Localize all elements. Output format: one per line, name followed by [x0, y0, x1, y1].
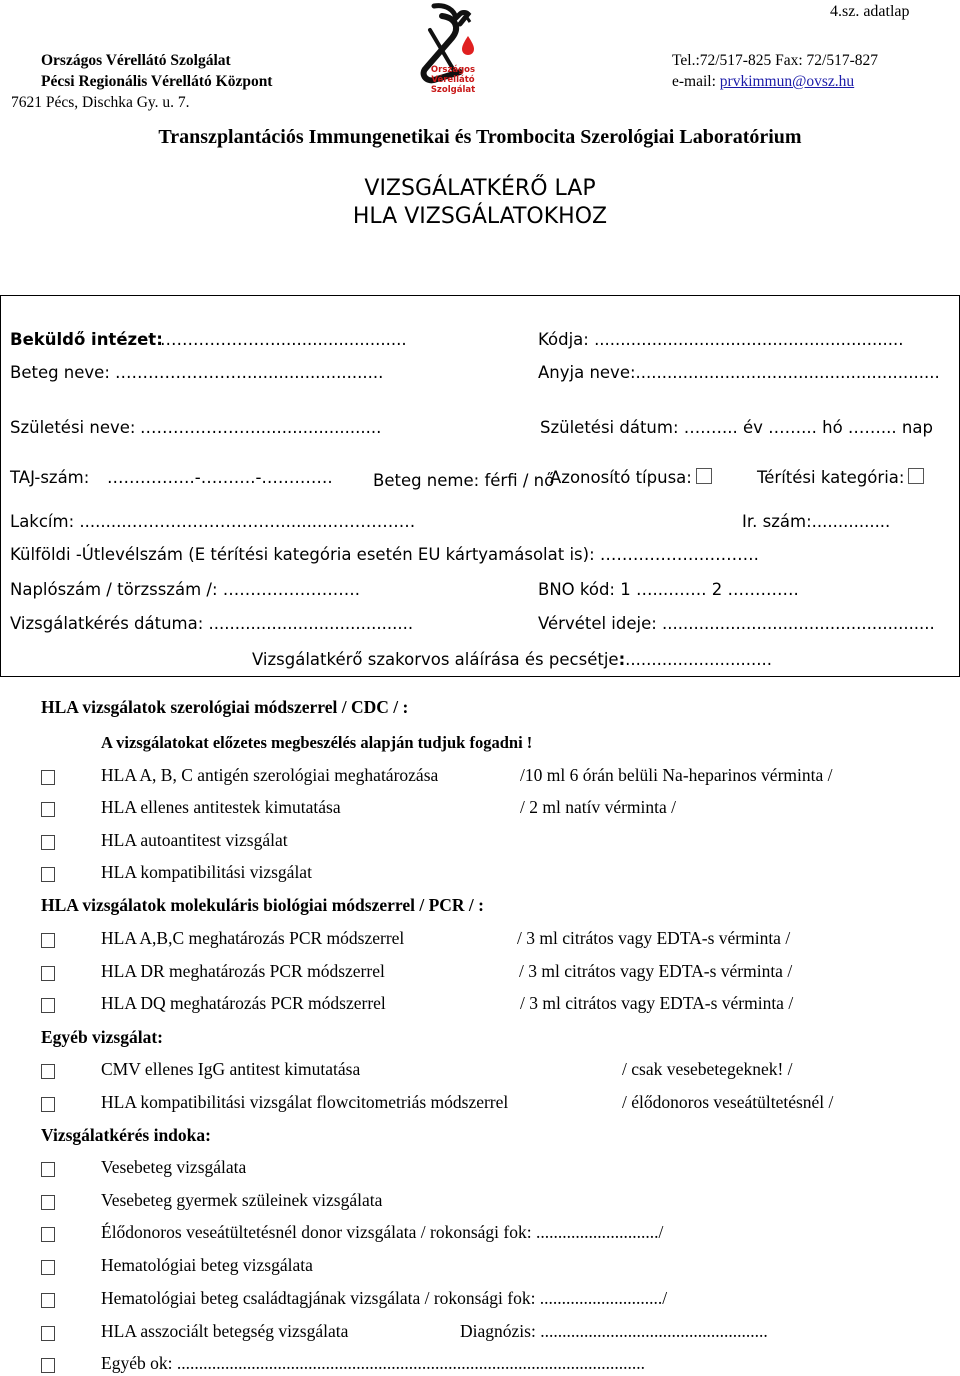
lab-title: Transzplantációs Immungenetikai és Trombocita Szerológiai Laboratórium — [158, 126, 802, 148]
org-name: Országos Vérellátó Szolgálat — [41, 52, 231, 69]
checkbox-cmv[interactable] — [41, 1064, 55, 1079]
checkbox-hla-abc-pcr[interactable] — [41, 933, 55, 948]
org-address: 7621 Pécs, Dischka Gy. u. 7. — [11, 94, 190, 111]
item-flowcytometry: HLA kompatibilitási vizsgálat flowcitometriás módszerrel — [101, 1092, 509, 1112]
request-date-field[interactable]: Vizsgálatkérés dátuma: ....................................... — [10, 614, 414, 633]
patient-name-label: Beteg neve: — [10, 363, 110, 382]
item-hla-abc-sero: HLA A, B, C antigén szerológiai meghatározása — [101, 765, 439, 785]
organization-address — [11, 50, 273, 113]
sender-label: Beküldő intézet: — [10, 330, 163, 349]
form-title-line2: HLA VIZSGÁLATOKHOZ — [352, 204, 608, 229]
reason-item: HLA asszociált betegség vizsgálata — [101, 1321, 349, 1341]
payment-category-label: Térítési kategória: — [757, 468, 924, 487]
item-hla-antibody: HLA ellenes antitestek kimutatása — [101, 797, 341, 817]
contact-info — [672, 50, 878, 92]
checkbox-hla-abc-sero[interactable] — [41, 770, 55, 785]
ovsz-logo — [412, 2, 494, 98]
reason-item[interactable]: Egyéb ok: ........................................................................................................... — [101, 1353, 645, 1373]
reason-item: Vesebeteg gyermek szüleinek vizsgálata — [101, 1190, 383, 1210]
item-hla-abc-sero-note: /10 ml 6 órán belüli Na-heparinos vérminta / — [520, 765, 833, 785]
signature-line[interactable]: Vizsgálatkérő szakorvos aláírása és pecsétje:............................ — [252, 650, 773, 669]
form-title — [0, 175, 960, 231]
reason-item[interactable]: Hematológiai beteg családtagjának vizsgálata / rokonsági fok: ............................/ — [101, 1288, 668, 1308]
item-hla-dq-pcr: HLA DQ meghatározás PCR módszerrel — [101, 993, 386, 1013]
taj-field[interactable]: …………….-……….-…………. — [107, 468, 333, 487]
id-type-label: Azonosító típusa: — [550, 468, 712, 487]
checkbox-reason-2[interactable] — [41, 1195, 55, 1210]
item-hla-dr-pcr-note: / 3 ml citrátos vagy EDTA-s vérminta / — [519, 961, 793, 981]
logo-text-3: Szolgálat — [430, 85, 476, 95]
item-cmv-note: / csak vesebetegeknek! / — [622, 1059, 793, 1079]
checkbox-reason-7[interactable] — [41, 1358, 55, 1373]
log-number-field[interactable]: Naplószám / törzsszám /: ……………………. — [10, 580, 360, 599]
item-hla-abc-pcr: HLA A,B,C meghatározás PCR módszerrel — [101, 928, 405, 948]
birth-name-label: Születési neve: — [10, 418, 136, 437]
pcr-section-title: HLA vizsgálatok molekuláris biológiai módszerrel / PCR / : — [41, 895, 484, 915]
id-type-checkbox[interactable] — [696, 468, 712, 484]
checkbox-reason-5[interactable] — [41, 1293, 55, 1308]
checkbox-reason-6[interactable] — [41, 1326, 55, 1341]
diagnosis-field[interactable]: Diagnózis: .................................................... — [460, 1321, 768, 1341]
form-title-line1: VIZSGÁLATKÉRŐ LAP — [364, 176, 596, 201]
reason-item: Vesebeteg vizsgálata — [101, 1157, 247, 1177]
other-section-title: Egyéb vizsgálat: — [41, 1027, 164, 1047]
sender-field[interactable]: …………………......................... — [160, 330, 407, 349]
bno-code-field[interactable]: BNO kód: 1 …...……. 2 …………. — [538, 580, 799, 599]
taj-label: TAJ-szám: — [10, 468, 90, 487]
address-field[interactable]: Lakcím: ..........………………………..........…………… — [10, 512, 416, 531]
reason-item[interactable]: Élődonoros veseátültetésnél donor vizsgálata / rokonsági fok: ............................/ — [101, 1222, 664, 1242]
logo-text-2: Vérellátó — [431, 75, 475, 85]
checkbox-flowcytometry[interactable] — [41, 1097, 55, 1112]
checkbox-reason-3[interactable] — [41, 1227, 55, 1242]
org-center: Pécsi Regionális Vérellátó Központ — [41, 73, 273, 90]
item-hla-antibody-note: / 2 ml natív vérminta / — [520, 797, 677, 817]
gender-field[interactable]: Beteg neme: férfi / nő — [373, 471, 555, 490]
patient-name-field[interactable]: …………………….......................... — [115, 363, 384, 382]
checkbox-reason-4[interactable] — [41, 1260, 55, 1275]
item-hla-abc-pcr-note: / 3 ml citrátos vagy EDTA-s vérminta / — [517, 928, 791, 948]
phone-fax: Tel.:72/517-825 Fax: 72/517-827 — [672, 52, 878, 69]
signature-label: Vizsgálatkérő szakorvos aláírása és pecsétje — [252, 650, 619, 669]
item-hla-dr-pcr: HLA DR meghatározás PCR módszerrel — [101, 961, 385, 981]
blood-draw-time-field[interactable]: Vérvétel ideje: .................................................... — [538, 614, 935, 633]
page-info: 4.sz. adatlap — [830, 3, 910, 20]
birth-date-field[interactable]: Születési dátum: ….…... év ……... hó ……... nap — [540, 418, 933, 437]
checkbox-reason-1[interactable] — [41, 1162, 55, 1177]
mother-name-field[interactable]: Anyja neve:.......................................................... — [538, 363, 940, 382]
email-line — [672, 71, 878, 92]
checkbox-hla-autoantibody[interactable] — [41, 835, 55, 850]
item-hla-autoantibody: HLA autoantitest vizsgálat — [101, 830, 288, 850]
checkbox-hla-antibody[interactable] — [41, 802, 55, 817]
checkbox-hla-compat[interactable] — [41, 867, 55, 882]
email-label: e-mail: — [672, 73, 720, 90]
serology-section-title: HLA vizsgálatok szerológiai módszerrel / CDC / : — [41, 697, 409, 717]
item-hla-compat: HLA kompatibilitási vizsgálat — [101, 862, 312, 882]
reason-item: Hematológiai beteg vizsgálata — [101, 1255, 313, 1275]
item-hla-dq-pcr-note: / 3 ml citrátos vagy EDTA-s vérminta / — [520, 993, 794, 1013]
code-field[interactable]: Kódja: ........................................................... — [538, 330, 904, 349]
reason-section-title: Vizsgálatkérés indoka: — [41, 1125, 211, 1145]
payment-category-checkbox[interactable] — [908, 468, 924, 484]
checkbox-hla-dr-pcr[interactable] — [41, 966, 55, 981]
logo-text-1: Országos — [430, 65, 476, 75]
passport-field[interactable]: Külföldi -Útlevélszám (E térítési kategória esetén EU kártyamásolat is): ……………….………. — [10, 545, 759, 564]
item-flowcytometry-note: / élődonoros veseátültetésnél / — [622, 1092, 834, 1112]
birth-name-field[interactable]: …………………........................ — [140, 418, 382, 437]
zip-field[interactable]: Ir. szám:............... — [742, 512, 891, 531]
item-cmv: CMV ellenes IgG antitest kimutatása — [101, 1059, 361, 1079]
serology-note: A vizsgálatokat előzetes megbeszélés alapján tudjuk fogadni ! — [101, 733, 533, 752]
checkbox-hla-dq-pcr[interactable] — [41, 998, 55, 1013]
email-link[interactable]: prvkimmun@ovsz.hu — [719, 73, 855, 90]
